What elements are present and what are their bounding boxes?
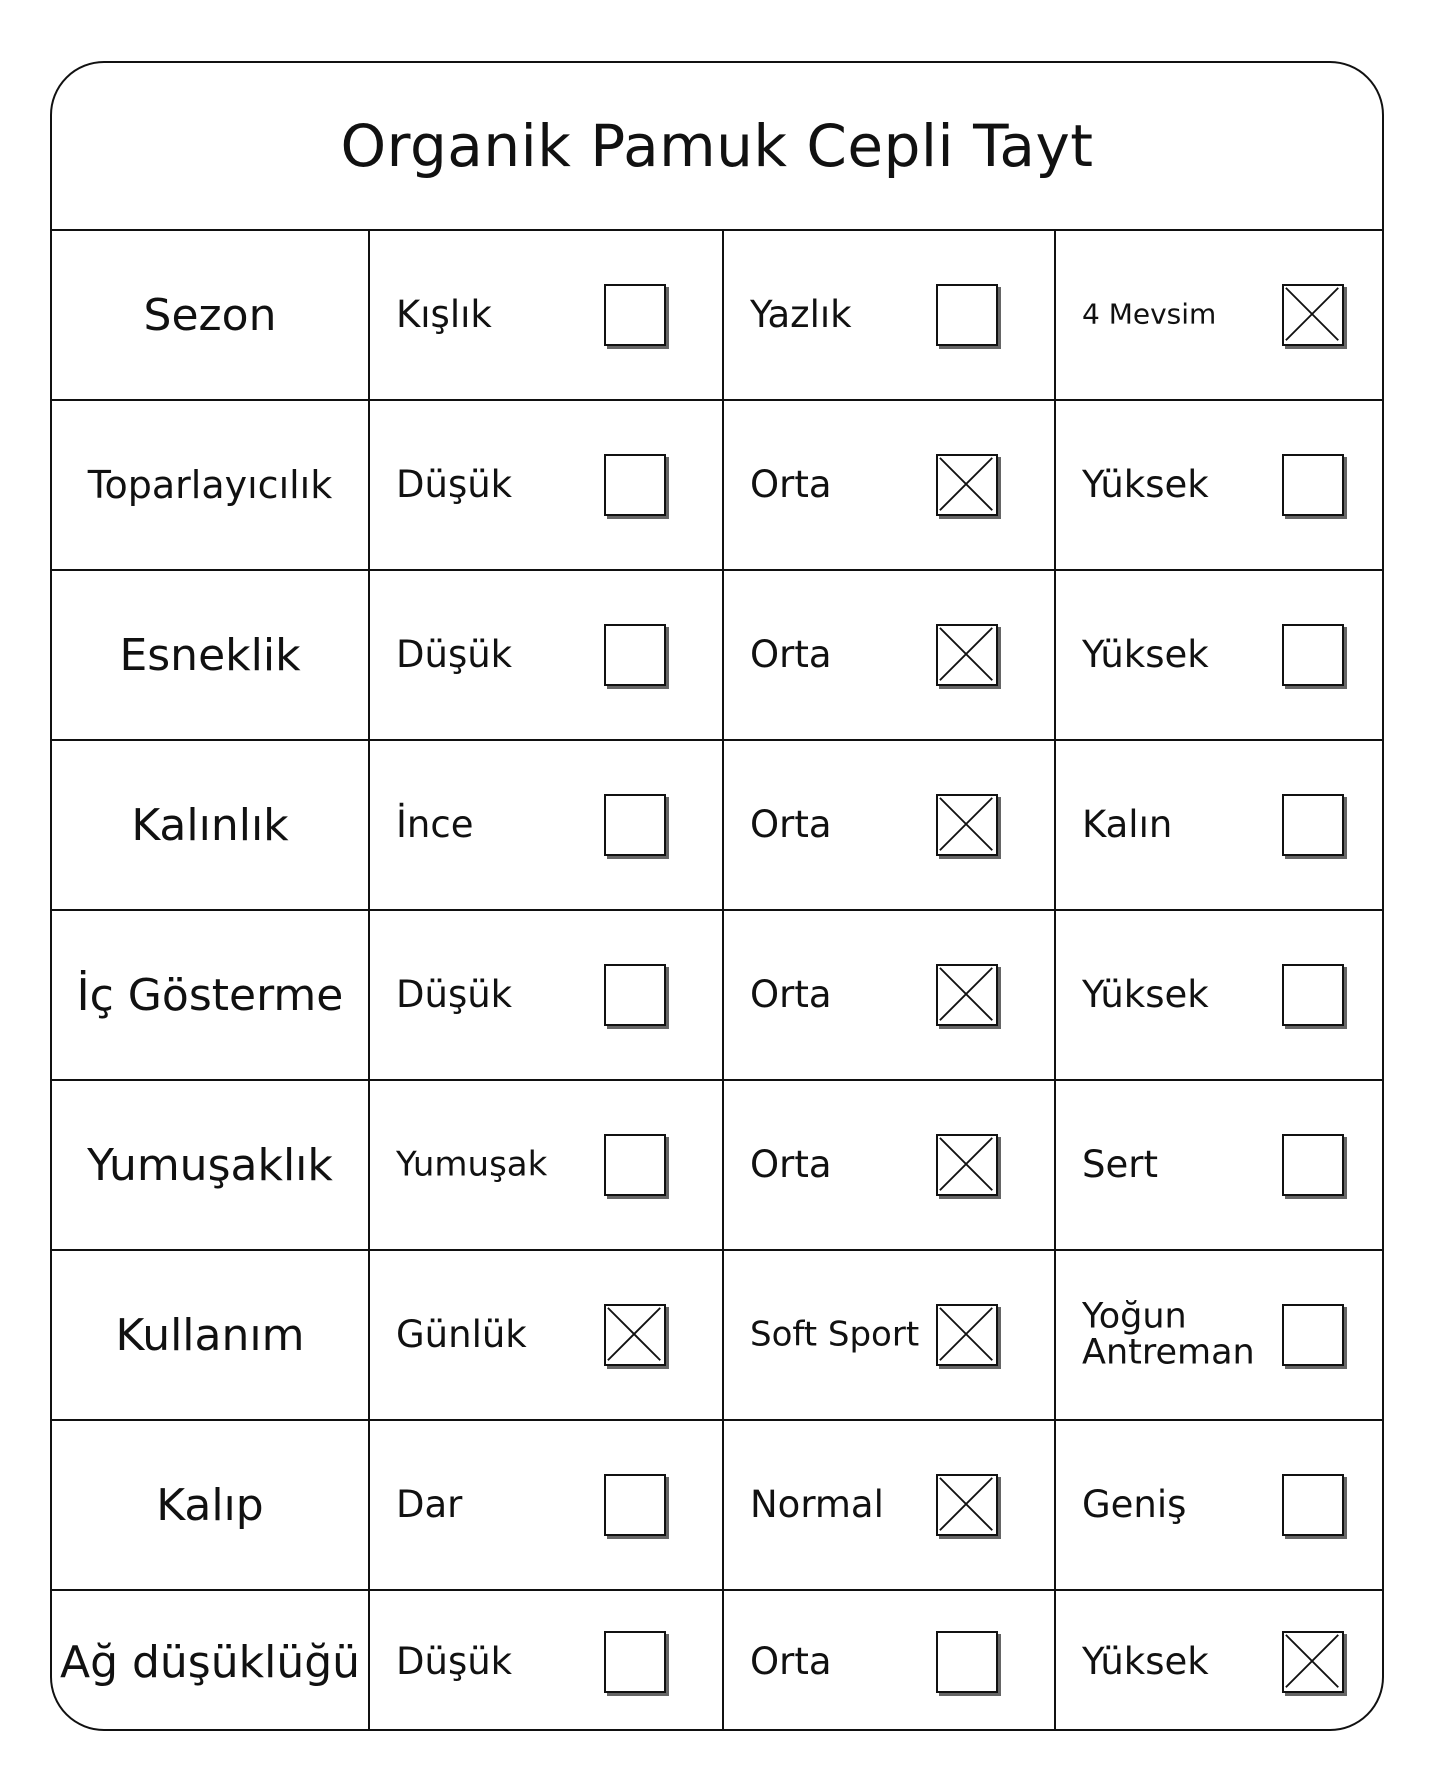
- row-label: İç Gösterme: [76, 969, 344, 1021]
- spec-card: [50, 61, 1384, 1731]
- table-row-kalinlik: [52, 741, 1382, 911]
- option-label: Yoğun Antreman: [1082, 1296, 1255, 1372]
- checkbox-kalinlik-kalin[interactable]: [1282, 794, 1344, 856]
- option-label: İnce: [396, 803, 474, 847]
- checkbox-kalip-normal[interactable]: [936, 1474, 998, 1536]
- checkbox-kalip-dar[interactable]: [604, 1474, 666, 1536]
- row-label: Sezon: [143, 289, 277, 341]
- checkbox-yumusaklik-yumusak[interactable]: [604, 1134, 666, 1196]
- row-header-cell: [52, 741, 370, 909]
- checkbox-toparlayicilik-orta[interactable]: [936, 454, 998, 516]
- option-cell: [370, 231, 724, 399]
- checkbox-ic-gosterme-orta[interactable]: [936, 964, 998, 1026]
- checkbox-sezon-yazlik[interactable]: [936, 284, 998, 346]
- table-row-esneklik: [52, 571, 1382, 741]
- option-cell: [1056, 231, 1384, 399]
- option-label: Yazlık: [750, 293, 852, 337]
- checkbox-toparlayicilik-yuksek[interactable]: [1282, 454, 1344, 516]
- table-row-kullanim: [52, 1251, 1382, 1421]
- check-x-icon: [938, 1306, 996, 1364]
- option-label: 4 Mevsim: [1082, 297, 1217, 331]
- checkbox-kullanim-gunluk[interactable]: [604, 1304, 666, 1366]
- option-cell: [1056, 401, 1384, 569]
- check-x-icon: [1284, 286, 1342, 344]
- option-label: Yüksek: [1082, 633, 1209, 677]
- option-cell: [724, 1591, 1056, 1731]
- option-cell: [370, 741, 724, 909]
- row-label: Yumuşaklık: [87, 1139, 333, 1191]
- checkbox-yumusaklik-orta[interactable]: [936, 1134, 998, 1196]
- row-label: Esneklik: [119, 629, 301, 681]
- check-x-icon: [938, 966, 996, 1024]
- checkbox-kalip-genis[interactable]: [1282, 1474, 1344, 1536]
- table-row-kalip: [52, 1421, 1382, 1591]
- option-label: Normal: [750, 1483, 884, 1527]
- checkbox-ag-dusuklugu-yuksek[interactable]: [1282, 1631, 1344, 1693]
- row-header-cell: [52, 1421, 370, 1589]
- checkbox-kullanim-yogun-antreman[interactable]: [1282, 1304, 1344, 1366]
- checkbox-sezon-kislik[interactable]: [604, 284, 666, 346]
- checkbox-ag-dusuklugu-dusuk[interactable]: [604, 1631, 666, 1693]
- option-cell: [724, 741, 1056, 909]
- option-cell: [1056, 741, 1384, 909]
- checkbox-ag-dusuklugu-orta[interactable]: [936, 1631, 998, 1693]
- title-bar: [52, 63, 1382, 231]
- option-label: Kalın: [1082, 803, 1173, 847]
- row-header-cell: [52, 1591, 370, 1731]
- option-label: Orta: [750, 1640, 832, 1684]
- checkbox-esneklik-yuksek[interactable]: [1282, 624, 1344, 686]
- option-cell: [1056, 1081, 1384, 1249]
- check-x-icon: [938, 456, 996, 514]
- option-cell: [724, 911, 1056, 1079]
- option-label: Orta: [750, 803, 832, 847]
- option-label: Yumuşak: [396, 1144, 548, 1185]
- row-header-cell: [52, 1081, 370, 1249]
- option-cell: [724, 1251, 1056, 1419]
- check-x-icon: [938, 626, 996, 684]
- table-row-ic-gosterme: [52, 911, 1382, 1081]
- option-cell: [724, 401, 1056, 569]
- checkbox-kullanim-soft-sport[interactable]: [936, 1304, 998, 1366]
- option-cell: [370, 401, 724, 569]
- row-label: Kalınlık: [131, 799, 289, 851]
- option-label: Yüksek: [1082, 463, 1209, 507]
- option-cell: [370, 1591, 724, 1731]
- option-label: Yüksek: [1082, 1640, 1209, 1684]
- row-header-cell: [52, 231, 370, 399]
- option-cell: [724, 231, 1056, 399]
- check-x-icon: [606, 1306, 664, 1364]
- checkbox-yumusaklik-sert[interactable]: [1282, 1134, 1344, 1196]
- option-cell: [370, 1081, 724, 1249]
- option-cell: [370, 1251, 724, 1419]
- row-label: Kullanım: [115, 1309, 305, 1361]
- checkbox-esneklik-dusuk[interactable]: [604, 624, 666, 686]
- option-label: Orta: [750, 1143, 832, 1187]
- option-cell: [1056, 1251, 1384, 1419]
- check-x-icon: [938, 796, 996, 854]
- checkbox-sezon-4-mevsim[interactable]: [1282, 284, 1344, 346]
- checkbox-kalinlik-ince[interactable]: [604, 794, 666, 856]
- option-label: Orta: [750, 973, 832, 1017]
- option-cell: [1056, 1591, 1384, 1731]
- check-x-icon: [1284, 1633, 1342, 1691]
- check-x-icon: [938, 1476, 996, 1534]
- row-label: Toparlayıcılık: [87, 463, 333, 507]
- option-label: Günlük: [396, 1313, 527, 1357]
- option-label: Kışlık: [396, 293, 492, 337]
- page-title: Organik Pamuk Cepli Tayt: [340, 112, 1094, 180]
- option-label: Sert: [1082, 1143, 1158, 1187]
- option-label: Orta: [750, 633, 832, 677]
- table-row-toparlayicilik: [52, 401, 1382, 571]
- row-header-cell: [52, 401, 370, 569]
- row-header-cell: [52, 571, 370, 739]
- checkbox-esneklik-orta[interactable]: [936, 624, 998, 686]
- row-label: Ağ düşüklüğü: [59, 1636, 361, 1688]
- checkbox-toparlayicilik-dusuk[interactable]: [604, 454, 666, 516]
- table-row-sezon: [52, 231, 1382, 401]
- table-row-ag-dusuklugu: [52, 1591, 1382, 1731]
- option-label: Düşük: [396, 1640, 513, 1684]
- row-header-cell: [52, 1251, 370, 1419]
- option-cell: [370, 911, 724, 1079]
- checkbox-ic-gosterme-dusuk[interactable]: [604, 964, 666, 1026]
- option-cell: [1056, 1421, 1384, 1589]
- row-label: Kalıp: [156, 1479, 264, 1531]
- option-cell: [1056, 571, 1384, 739]
- option-cell: [724, 1421, 1056, 1589]
- option-cell: [724, 571, 1056, 739]
- check-x-icon: [938, 1136, 996, 1194]
- option-label: Soft Sport: [750, 1314, 920, 1355]
- checkbox-ic-gosterme-yuksek[interactable]: [1282, 964, 1344, 1026]
- row-header-cell: [52, 911, 370, 1079]
- option-cell: [724, 1081, 1056, 1249]
- option-label: Düşük: [396, 973, 513, 1017]
- option-cell: [1056, 911, 1384, 1079]
- option-cell: [370, 1421, 724, 1589]
- option-cell: [370, 571, 724, 739]
- checkbox-kalinlik-orta[interactable]: [936, 794, 998, 856]
- spec-table: [52, 231, 1382, 1731]
- option-label: Yüksek: [1082, 973, 1209, 1017]
- table-row-yumusaklik: [52, 1081, 1382, 1251]
- option-label: Düşük: [396, 463, 513, 507]
- option-label: Dar: [396, 1483, 463, 1527]
- option-label: Orta: [750, 463, 832, 507]
- option-label: Geniş: [1082, 1483, 1187, 1527]
- option-label: Düşük: [396, 633, 513, 677]
